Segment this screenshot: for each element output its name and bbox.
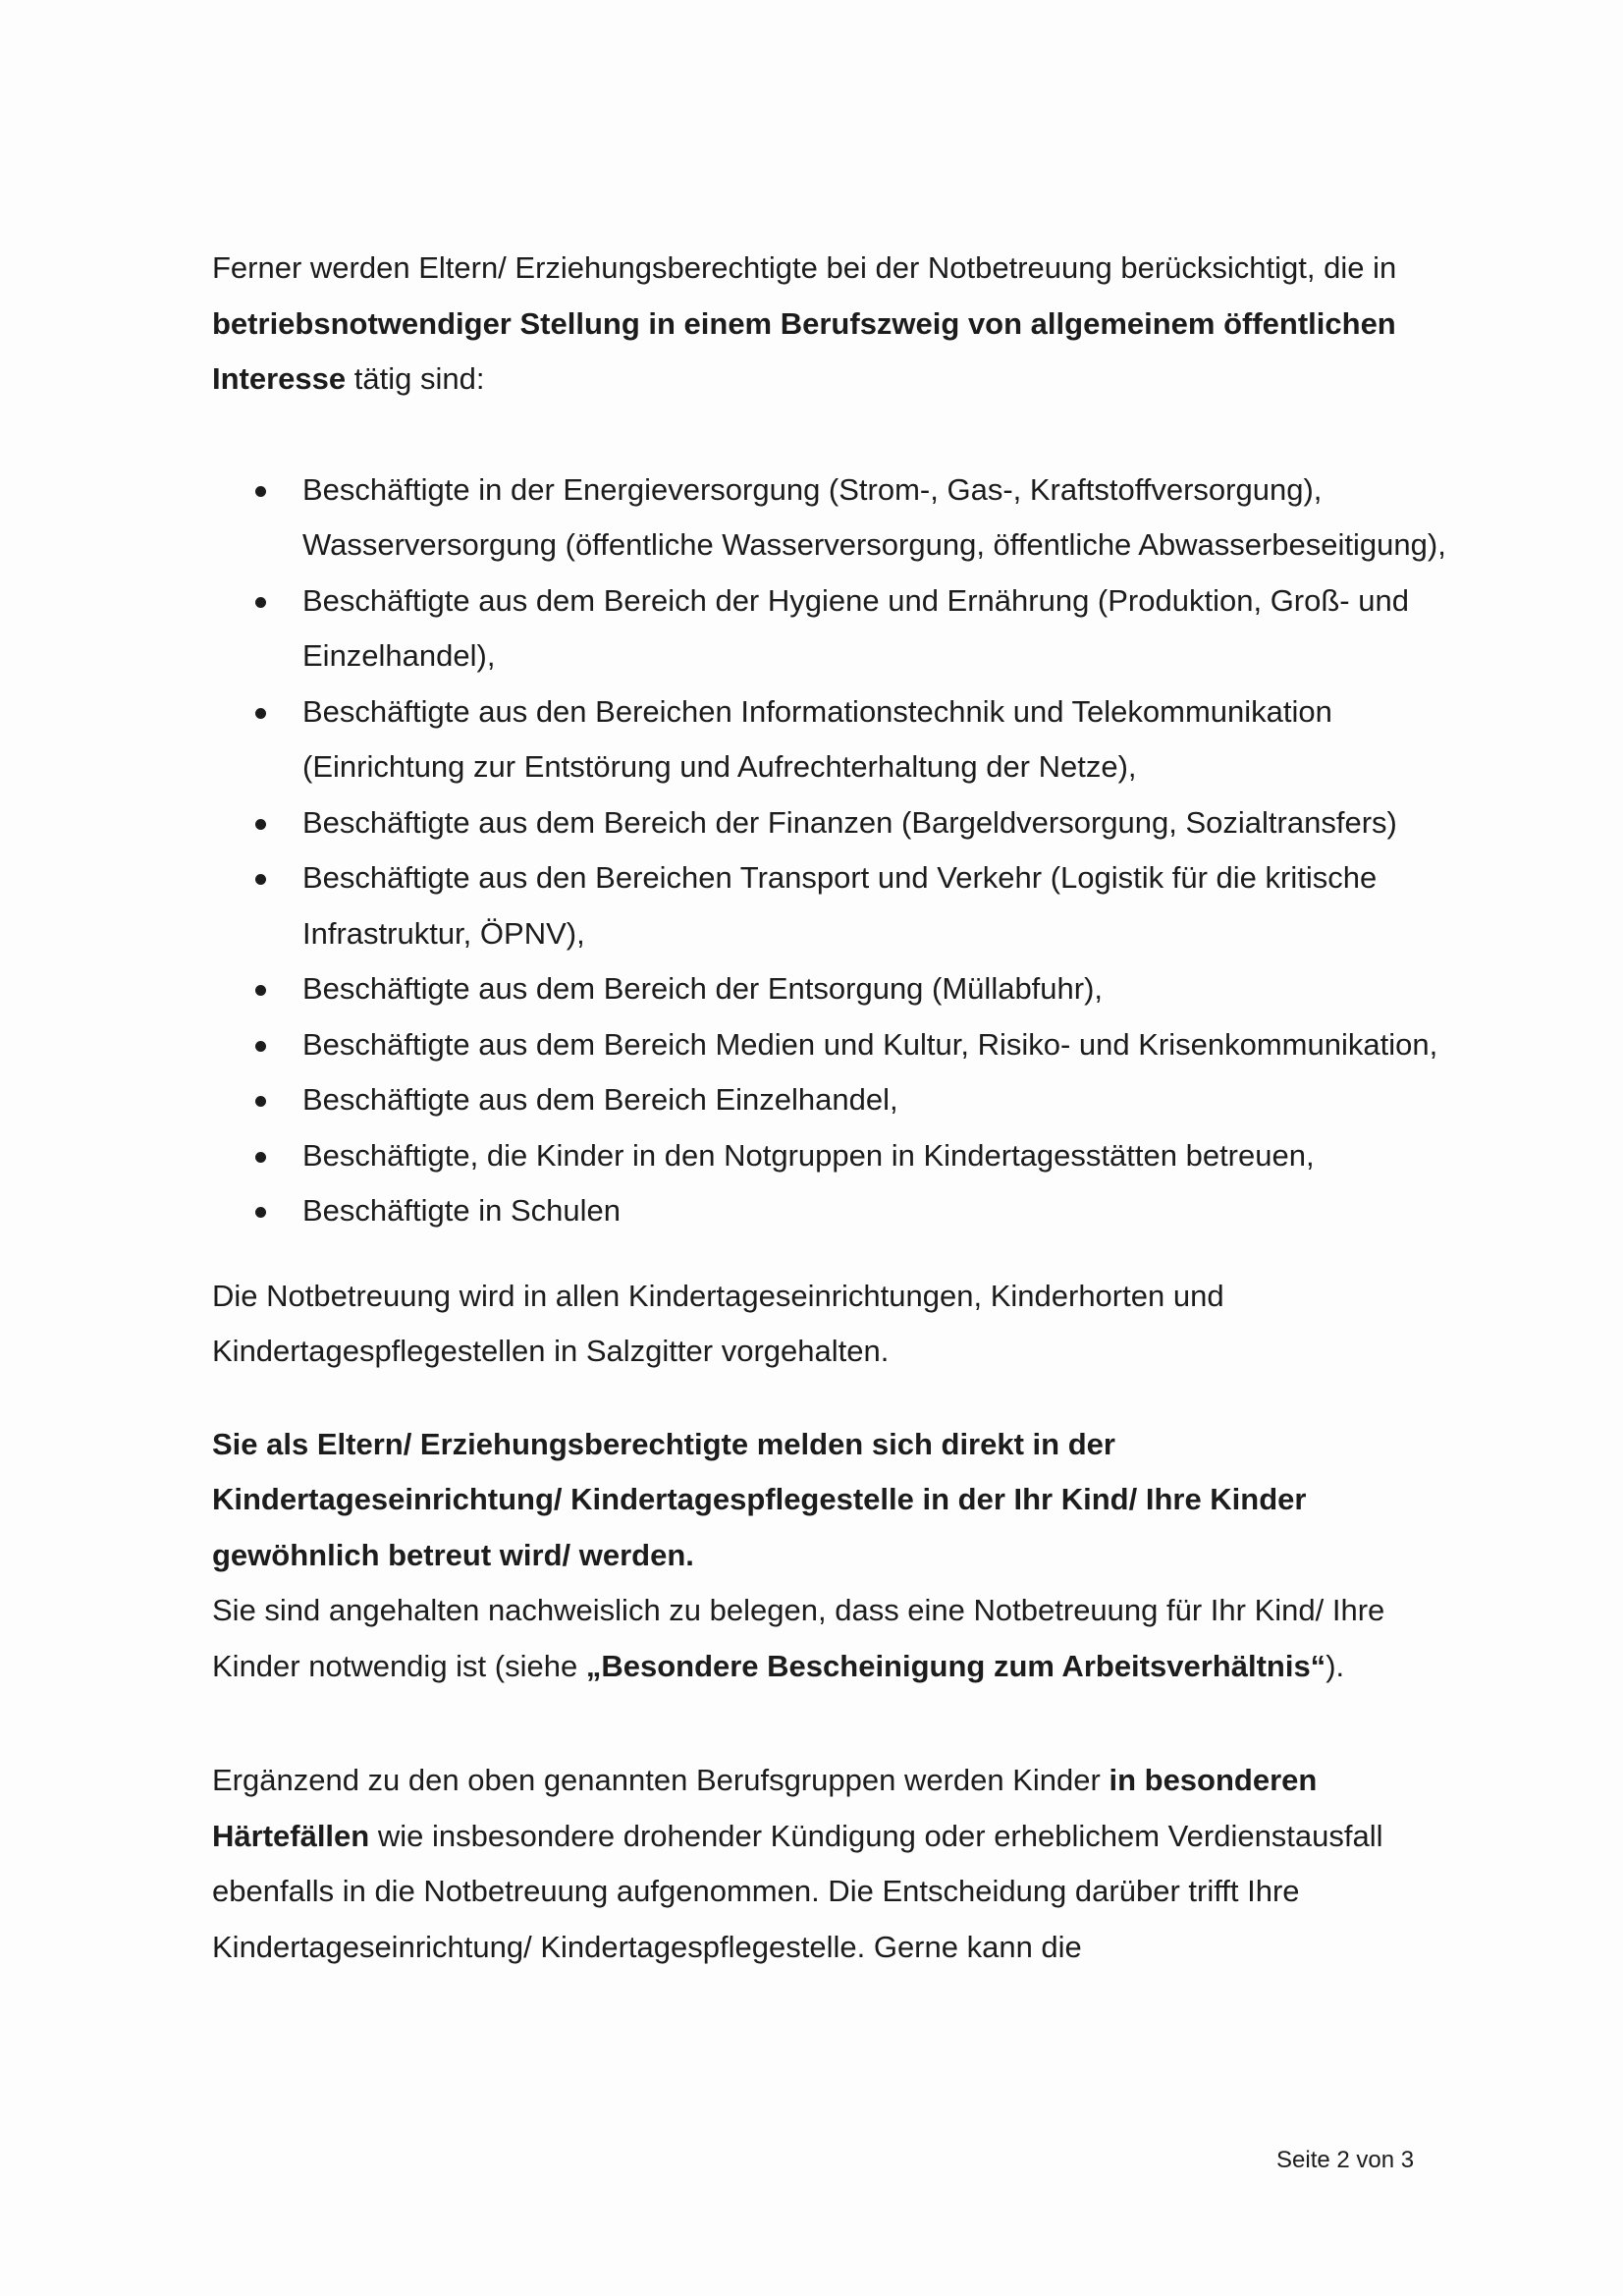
list-item-text: Beschäftigte aus dem Bereich der Hygiene und Ernährung (Produktion, Groß- und Einzelhandel), (302, 582, 1409, 673)
list-item (212, 684, 1449, 795)
register-paragraph (212, 1417, 1449, 1695)
bullet-icon (255, 1207, 266, 1218)
hardship-text-1: Ergänzend zu den oben genannten Berufsgruppen werden Kinder (212, 1763, 1109, 1797)
spacer (212, 1239, 1449, 1269)
list-item (212, 574, 1449, 684)
intro-paragraph (212, 241, 1449, 408)
list-item (212, 795, 1449, 851)
spacer (212, 1380, 1449, 1417)
page-number: Seite 2 von 3 (1276, 2147, 1415, 2173)
register-bold-text: Sie als Eltern/ Erziehungsberechtigte melden sich direkt in der Kindertageseinrichtung/ Kindertagespflegestelle in der Ihr Kind/ Ihre Kinder gewöhnlich betreut wird/ werden. (212, 1426, 1307, 1572)
spacer (212, 408, 1449, 463)
occupation-list (212, 463, 1449, 1239)
list-item (212, 850, 1449, 961)
list-item (212, 1017, 1449, 1073)
intro-bold-text: betriebsnotwendiger Stellung in einem Berufszweig von allgemeinem öffentlichen Interesse (212, 305, 1396, 396)
bullet-icon (255, 486, 266, 497)
list-item (212, 1183, 1449, 1239)
list-item-text: Beschäftigte, die Kinder in den Notgruppen in Kindertagesstätten betreuen, (302, 1137, 1315, 1173)
bullet-icon (255, 708, 266, 719)
list-item-text: Beschäftigte aus den Bereichen Informationstechnik und Telekommunikation (Einrichtung zur Entstörung und Aufrechterhaltung der Netze), (302, 693, 1332, 784)
bullet-icon (255, 597, 266, 608)
hardship-bold-text: in besonderen Härtefällen (212, 1763, 1318, 1853)
intro-text-2: tätig sind: (346, 361, 485, 396)
list-item (212, 463, 1449, 574)
list-item-text: Beschäftigte in der Energieversorgung (Strom-, Gas-, Kraftstoffversorgung), Wasserversorgung (öffentliche Wasserversorgung, öffentliche Abwasserbeseitigung), (302, 471, 1446, 562)
list-item (212, 961, 1449, 1017)
register-text-2: ). (1325, 1648, 1345, 1683)
list-item-text: Beschäftigte aus dem Bereich Medien und Kultur, Risiko- und Krisenkommunikation, (302, 1026, 1438, 1062)
intro-text-1: Ferner werden Eltern/ Erziehungsberechtigte bei der Notbetreuung berücksichtigt, die in (212, 250, 1397, 285)
register-text-1: Sie sind angehalten nachweislich zu belegen, dass eine Notbetreuung für Ihr Kind/ Ihre Kinder notwendig ist (siehe (212, 1593, 1385, 1683)
list-item-text: Beschäftigte aus dem Bereich der Entsorgung (Müllabfuhr), (302, 971, 1104, 1006)
bullet-icon (255, 819, 266, 830)
bullet-icon (255, 1041, 266, 1052)
bullet-icon (255, 874, 266, 885)
availability-paragraph: Die Notbetreuung wird in allen Kindertageseinrichtungen, Kinderhorten und Kindertagespflegestellen in Salzgitter vorgehalten. (212, 1278, 1224, 1368)
bullet-icon (255, 1096, 266, 1107)
document-body (212, 241, 1449, 1975)
hardship-paragraph (212, 1753, 1449, 1975)
list-item (212, 1128, 1449, 1184)
bullet-icon (255, 1152, 266, 1163)
list-item-text: Beschäftigte aus dem Bereich der Finanzen (Bargeldversorgung, Sozialtransfers) (302, 804, 1397, 840)
bullet-icon (255, 985, 266, 996)
list-item (212, 1072, 1449, 1128)
list-item-text: Beschäftigte aus den Bereichen Transport und Verkehr (Logistik für die kritische Infrastruktur, ÖPNV), (302, 860, 1378, 951)
list-item-text: Beschäftigte in Schulen (302, 1193, 621, 1228)
hardship-text-2: wie insbesondere drohender Kündigung oder erheblichem Verdienstausfall ebenfalls in die Notbetreuung aufgenommen. Die Entscheidung darüber trifft Ihre Kindertageseinrichtung/ Kindertagespflegestelle. Gerne kann die (212, 1818, 1383, 1964)
certificate-reference: „Besondere Bescheinigung zum Arbeitsverhältnis“ (585, 1648, 1326, 1683)
list-item-text: Beschäftigte aus dem Bereich Einzelhandel, (302, 1082, 898, 1117)
spacer (212, 1694, 1449, 1753)
